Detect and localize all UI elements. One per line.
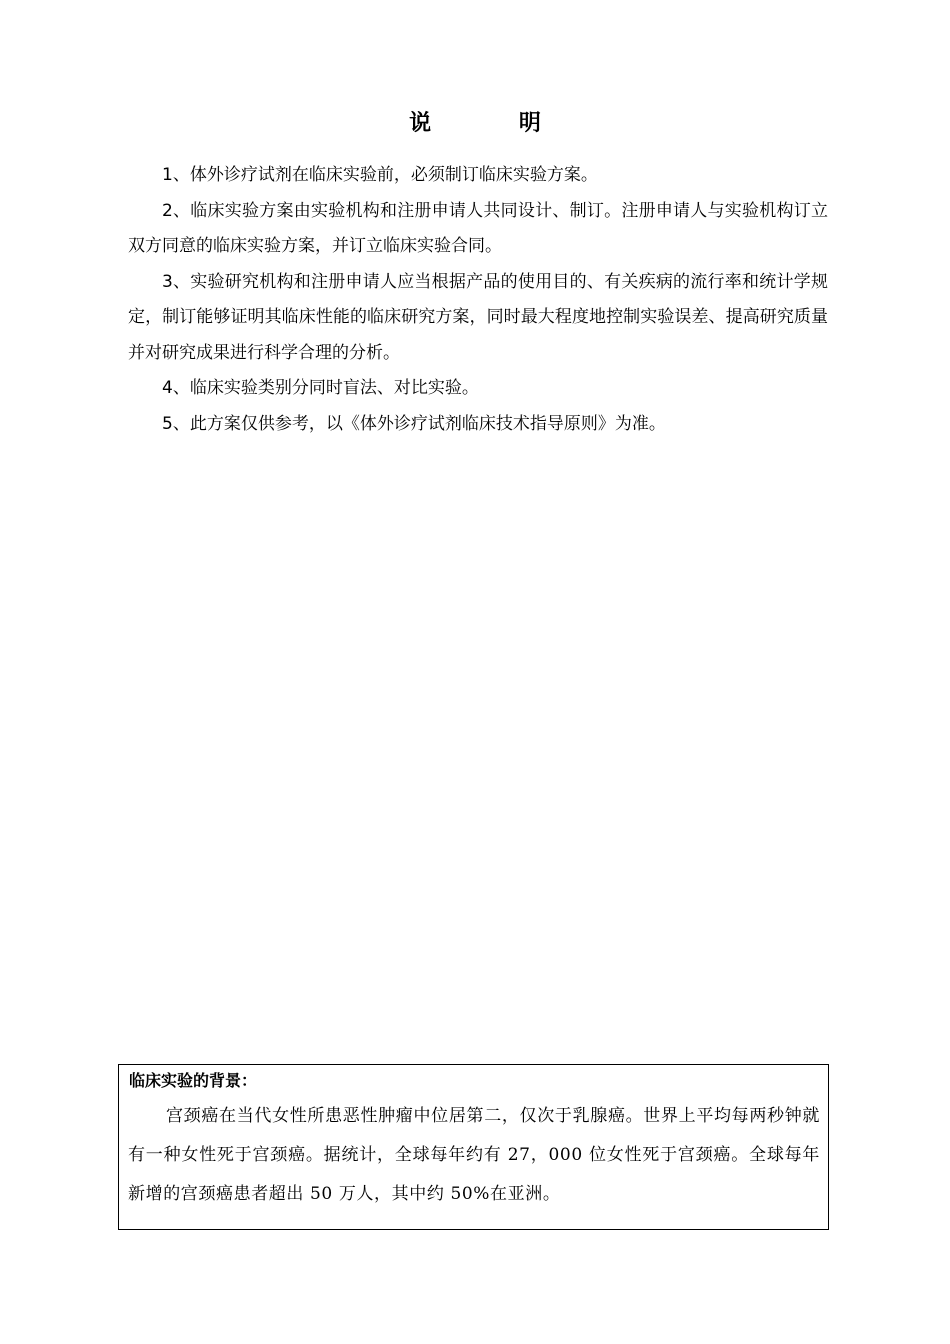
instructions-list [128,158,828,442]
instruction-item-3: 3、实验研究机构和注册申请人应当根据产品的使用目的、有关疾病的流行率和统计学规定，制订能够证明其临床性能的临床研究方案，同时最大程度地控制实验误差、提高研究质量并对研究成果进行科学合理的分析。 [128,271,828,363]
page-title: 说 明 [409,111,581,136]
instruction-item-2: 2、临床实验方案由实验机构和注册申请人共同设计、制订。注册申请人与实验机构订立双方同意的临床实验方案，并订立临床实验合同。 [128,200,828,256]
background-heading: 临床实验的背景： [129,1071,258,1090]
background-paragraph: 宫颈癌在当代女性所患恶性肿瘤中位居第二，仅次于乳腺癌。世界上平均每两秒钟就有一种女性死于宫颈癌。据统计，全球每年约有 27，000 位女性死于宫颈癌。全球每年新增的宫颈癌患者超出 50 万人，其中约 50%在亚洲。 [128,1106,820,1204]
instruction-item-5: 5、此方案仅供参考，以《体外诊疗试剂临床技术指导原则》为准。 [162,413,666,434]
background-section-box [118,1064,829,1230]
instruction-item-1: 1、体外诊疗试剂在临床实验前，必须制订临床实验方案。 [162,165,598,185]
instruction-item-4: 4、临床实验类别分同时盲法、对比实验。 [162,378,479,398]
